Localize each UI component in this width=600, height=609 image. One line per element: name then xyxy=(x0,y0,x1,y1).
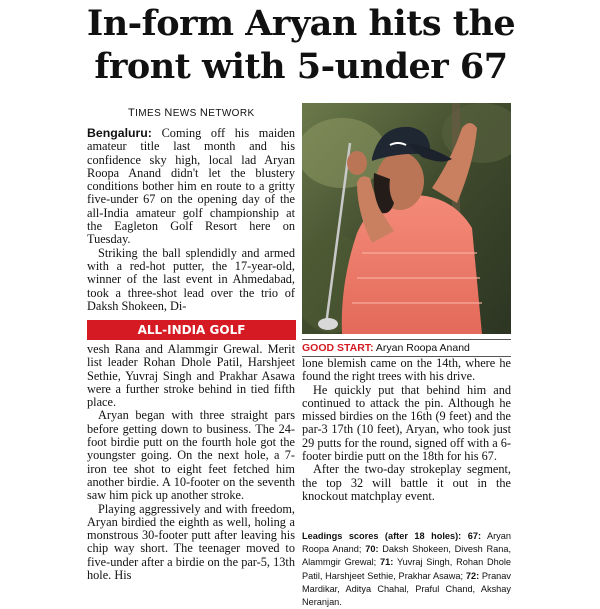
article-column-1-bottom xyxy=(87,343,295,582)
paragraph-4: Playing aggressively and with freedom, Aryan birdied the eighth as well, holing a monstrous 30-footer putt after leaving his chip way short. The teenager moved to five-under after a birdie on the par-5, 13th hole. His xyxy=(87,501,295,583)
headline: In-form Aryan hits the front with 5-under 67 xyxy=(86,3,516,87)
paragraph-2-end: vesh Rana and Alammgir Grewal. Merit list leader Rohan Dhole Patil, Harshjeet Sethie, Yuvraj Singh and Prakhar Asawa were a further stroke behind in tied fifth place. xyxy=(87,342,295,410)
caption-text: Aryan Roopa Anand xyxy=(375,342,470,354)
paragraph-1: Bengaluru: Coming off his maiden amateur title last month and his confidence sky high, local lad Aryan Roopa Anand didn't let the blustery conditions bother him en route to a gritty five-under 67 on the opening day of the all-India amateur golf championship at the Eagleton Golf Resort here on Tuesday. xyxy=(87,126,295,247)
photo-caption xyxy=(302,339,511,357)
byline: TIMES NEWS NETWORK xyxy=(128,107,255,119)
paragraph-5: lone blemish came on the 14th, where he found the right trees with his drive. xyxy=(302,356,511,384)
article-column-1-top xyxy=(87,127,295,313)
dateline: Bengaluru: xyxy=(87,126,152,140)
paragraph-7: After the two-day strokeplay segment, the top 32 will battle it out in the knockout matchplay event. xyxy=(302,462,511,503)
golfer-photo xyxy=(302,103,511,334)
paragraph-2-start: Striking the ball splendidly and armed with a red-hot putter, the 17-year-old, winner of the last event in Ahmedabad, took a three-shot lead over the trio of Daksh Shokeen, Di- xyxy=(87,245,295,313)
paragraph-3: Aryan began with three straight pars before getting down to business. The 24-foot birdie putt on the fourth hole got the youngster going. On the next hole, a 7-iron tee shot to eight feet fetched him another birdie. A 10-footer on the seventh saw him pick up another stroke. xyxy=(87,408,295,503)
caption-lead: GOOD START: xyxy=(302,342,374,354)
section-kicker: ALL-INDIA GOLF xyxy=(87,320,296,340)
scores-heading: Leadings scores (after 18 holes): xyxy=(302,531,462,541)
golfer-illustration xyxy=(302,103,511,334)
paragraph-6: He quickly put that behind him and continued to attack the pin. Although he missed birdies on the 16th (9 feet) and the par-3 17th (10 feet), Aryan, who took just 29 putts for the round, signed off with a 6-footer birdie putt on the 18th for his 67. xyxy=(302,382,511,464)
article-column-2 xyxy=(302,357,511,503)
leading-scores: Leadings scores (after 18 holes): 67: Aryan Roopa Anand; 70: Daksh Shokeen, Divesh Rana, Alammgir Grewal; 71: Yuvraj Singh, Rohan Dhole Patil, Harshjeet Sethie, Prakhar Asawa; 72: Pranav Mardikar, Aditya Chahal, Praful Chand, Akshay Neranjan. xyxy=(302,531,511,608)
